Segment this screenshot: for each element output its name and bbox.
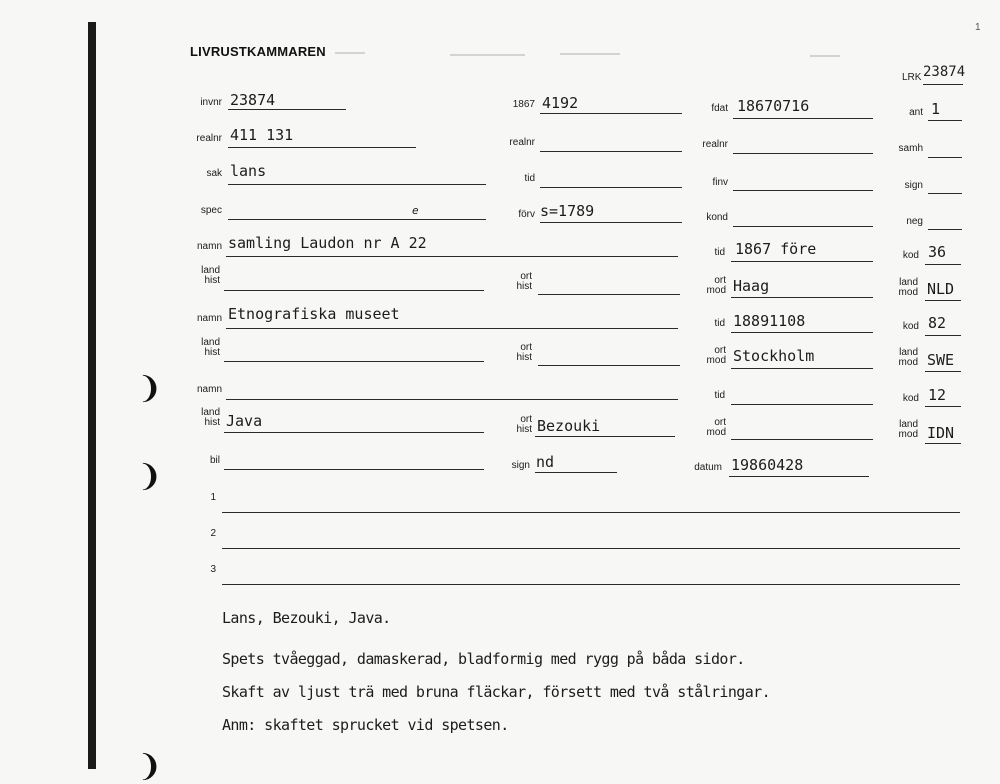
ortmod4-label: ort mod <box>706 417 726 438</box>
ant-rule <box>928 120 962 121</box>
datum-label: datum <box>694 462 722 473</box>
namn3-rule <box>226 399 678 400</box>
namn2-rule <box>226 328 678 329</box>
punch-hole-mark: ❩ <box>137 371 163 406</box>
punch-hole-mark: ❩ <box>137 749 163 784</box>
orthist4-rule <box>535 436 675 437</box>
scan-noise <box>335 52 365 54</box>
namn1-value[interactable]: samling Laudon nr A 22 <box>228 234 427 252</box>
spec-mark: e <box>412 204 419 217</box>
sign-rule <box>928 193 962 194</box>
binder-edge <box>88 22 96 769</box>
line2-rule <box>222 548 960 549</box>
ortmod1-value[interactable]: Haag <box>733 277 770 295</box>
kod2-rule <box>925 335 961 336</box>
namn1-label: namn <box>196 241 222 252</box>
description-line: Spets tvåeggad, damaskerad, bladformig med rygg på båda sidor. <box>222 650 745 668</box>
landmod4-value[interactable]: IDN <box>927 424 955 442</box>
line2-label: 2 <box>210 528 216 539</box>
kod3-rule <box>925 406 961 407</box>
scan-noise <box>560 53 620 55</box>
ortmod2-rule <box>731 368 873 369</box>
namn3-label: namn <box>196 384 222 395</box>
bil-rule <box>224 469 484 470</box>
tid2-label: tid <box>714 318 725 329</box>
tid-label: tid <box>524 173 535 184</box>
line1-rule <box>222 512 960 513</box>
line3-rule <box>222 584 960 585</box>
ortmod2-value[interactable]: Stockholm <box>733 347 815 365</box>
landmod1-label: land mod <box>898 277 918 298</box>
ortmod2-label: ort mod <box>706 345 726 366</box>
description-line: Lans, Bezouki, Java. <box>222 609 391 627</box>
tid2-rule <box>731 332 873 333</box>
realnr3-label: realnr <box>702 139 728 150</box>
landmod2-rule <box>925 371 961 372</box>
forv-label: förv <box>518 209 535 220</box>
lrk-label: LRK <box>902 72 922 83</box>
kod3-value[interactable]: 12 <box>928 386 947 404</box>
landmod4-label: land mod <box>898 419 918 440</box>
datum-rule <box>729 476 869 477</box>
samh-rule <box>928 157 962 158</box>
orthist2-label: ort hist <box>516 342 532 363</box>
tid2-value[interactable]: 18891108 <box>733 312 806 330</box>
landhist4-label: land hist <box>201 407 220 428</box>
namn2-value[interactable]: Etnografiska museet <box>228 305 400 323</box>
fdat-label: fdat <box>711 103 728 114</box>
tid-rule <box>540 187 682 188</box>
neg-label: neg <box>906 216 923 227</box>
sign2-label: sign <box>511 460 530 471</box>
realnr-value[interactable]: 411 131 <box>230 126 294 144</box>
finv-label: finv <box>712 177 728 188</box>
invnr-rule <box>228 109 346 110</box>
sak-value[interactable]: lans <box>230 162 267 180</box>
landhist1-rule <box>224 290 484 291</box>
realnr-rule <box>228 147 416 148</box>
lrk-number: 23874 <box>923 64 966 80</box>
landmod1-rule <box>925 300 961 301</box>
kond-rule <box>733 226 873 227</box>
fdat-value[interactable]: 18670716 <box>737 97 810 115</box>
tid3-label: tid <box>714 390 725 401</box>
orthist1-label: ort hist <box>516 271 532 292</box>
landhist4-rule <box>224 432 484 433</box>
landmod4-rule <box>925 443 961 444</box>
landhist2-label: land hist <box>201 337 220 358</box>
spec-label: spec <box>200 205 222 216</box>
punch-hole-mark: ❩ <box>137 459 163 494</box>
samh-label: samh <box>898 143 923 154</box>
datum-value[interactable]: 19860428 <box>731 456 804 474</box>
ortmod1-rule <box>731 297 873 298</box>
realnr2-rule <box>540 151 682 152</box>
description-line: Anm: skaftet sprucket vid spetsen. <box>222 716 509 734</box>
tid1-value[interactable]: 1867 före <box>735 240 817 258</box>
sak-label: sak <box>206 168 222 179</box>
tid3-rule <box>731 404 873 405</box>
description-line: Skaft av ljust trä med bruna fläckar, försett med två stålringar. <box>222 683 771 701</box>
landmod2-value[interactable]: SWE <box>927 351 955 369</box>
landmod2-label: land mod <box>898 347 918 368</box>
bil-label: bil <box>209 455 220 466</box>
landhist1-label: land hist <box>201 265 220 286</box>
kod1-rule <box>925 264 961 265</box>
spec-rule <box>228 219 486 220</box>
realnr3-rule <box>733 153 873 154</box>
sign-label: sign <box>904 180 923 191</box>
ant-value[interactable]: 1 <box>931 100 941 118</box>
realnr-label: realnr <box>196 133 222 144</box>
ant-label: ant <box>909 107 923 118</box>
scan-noise <box>810 55 840 57</box>
kod2-value[interactable]: 82 <box>928 314 947 332</box>
namn1-rule <box>226 256 678 257</box>
kod1-value[interactable]: 36 <box>928 243 947 261</box>
ortmod4-rule <box>731 439 873 440</box>
invnr-label: invnr <box>200 97 222 108</box>
y1867-label: 1867 <box>512 99 535 110</box>
neg-rule <box>928 229 962 230</box>
kond-label: kond <box>706 212 728 223</box>
kod3-label: kod <box>902 393 919 404</box>
orthist4-label: ort hist <box>516 414 532 435</box>
forv-rule <box>540 222 682 223</box>
y1867-rule <box>540 113 682 114</box>
orthist1-rule <box>538 294 680 295</box>
orthist4-value[interactable]: Bezouki <box>537 417 601 435</box>
realnr2-label: realnr <box>509 137 535 148</box>
sign2-rule <box>535 472 617 473</box>
ortmod1-label: ort mod <box>706 275 726 296</box>
sign-value[interactable]: nd <box>536 453 555 471</box>
landhist4-value[interactable]: Java <box>226 412 263 430</box>
institution-title: LIVRUSTKAMMAREN <box>190 44 326 59</box>
landmod1-value[interactable]: NLD <box>927 280 955 298</box>
tid1-rule <box>731 261 873 262</box>
landhist2-rule <box>224 361 484 362</box>
namn2-label: namn <box>196 313 222 324</box>
tid1-label: tid <box>714 247 725 258</box>
invnr-value[interactable]: 23874 <box>230 91 276 109</box>
kod1-label: kod <box>902 250 919 261</box>
fdat-rule <box>733 118 873 119</box>
forv-value[interactable]: s=1789 <box>540 202 595 220</box>
lrk-rule <box>923 84 963 85</box>
y1867-value[interactable]: 4192 <box>542 94 579 112</box>
finv-rule <box>733 190 873 191</box>
corner-mark: 1 <box>975 22 981 33</box>
line1-label: 1 <box>210 492 216 503</box>
scan-noise <box>450 54 525 56</box>
sak-rule <box>228 184 486 185</box>
kod2-label: kod <box>902 321 919 332</box>
line3-label: 3 <box>210 564 216 575</box>
orthist2-rule <box>538 365 680 366</box>
